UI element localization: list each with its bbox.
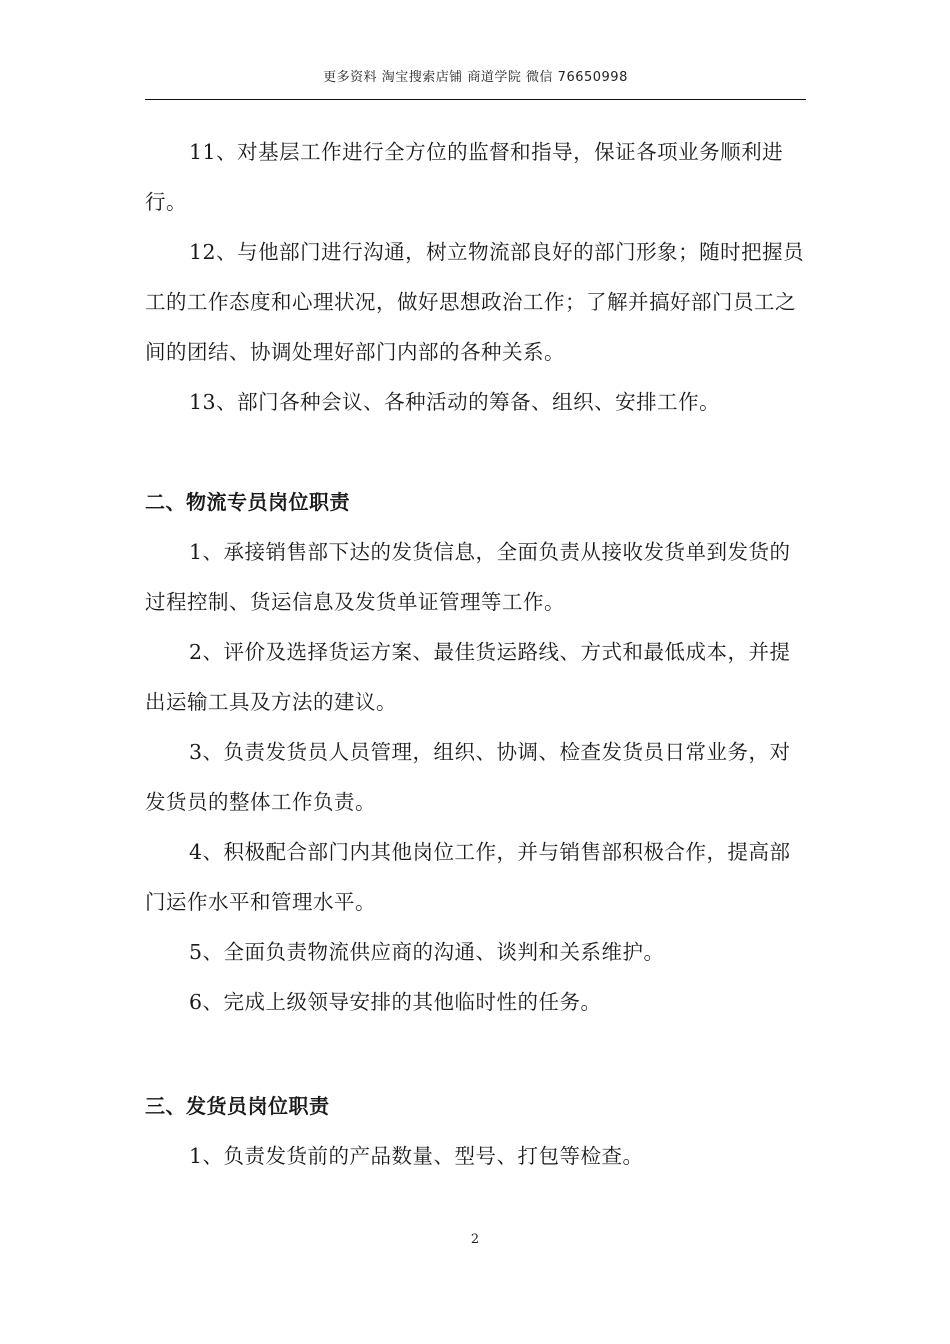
- list-item: 13、部门各种会议、各种活动的筹备、组织、安排工作。: [189, 390, 721, 414]
- page-number: 2: [470, 1232, 480, 1247]
- list-item: 12、与他部门进行沟通，树立物流部良好的部门形象；随时把握员工的工作态度和心理状况，做好思想政治工作；了解并搞好部门员工之间的团结、协调处理好部门内部的各种关系。: [145, 240, 805, 364]
- list-item: 2、评价及选择货运方案、最佳货运路线、方式和最低成本，并提出运输工具及方法的建议。: [145, 640, 791, 714]
- section-heading: 三、发货员岗位职责: [145, 1094, 330, 1118]
- section-heading: 二、物流专员岗位职责: [145, 490, 350, 514]
- list-item: 5、全面负责物流供应商的沟通、谈判和关系维护。: [189, 940, 665, 964]
- section-shipping-clerk: [145, 1081, 809, 1181]
- page-header: 更多资料 淘宝搜索店铺 商道学院 微信 76650998: [323, 70, 628, 85]
- list-item: 1、负责发货前的产品数量、型号、打包等检查。: [189, 1144, 644, 1168]
- continued-list: [145, 127, 809, 427]
- list-item: 4、积极配合部门内其他岗位工作，并与销售部积极合作，提高部门运作水平和管理水平。: [145, 840, 791, 914]
- list-item: 11、对基层工作进行全方位的监督和指导，保证各项业务顺利进行。: [145, 140, 784, 214]
- list-item: 3、负责发货员人员管理，组织、协调、检查发货员日常业务，对发货员的整体工作负责。: [145, 740, 791, 814]
- header-divider: [145, 99, 806, 100]
- list-item: 1、承接销售部下达的发货信息，全面负责从接收发货单到发货的过程控制、货运信息及发货单证管理等工作。: [145, 540, 791, 614]
- list-item: 6、完成上级领导安排的其他临时性的任务。: [189, 990, 602, 1014]
- section-logistics-specialist: [145, 477, 809, 1027]
